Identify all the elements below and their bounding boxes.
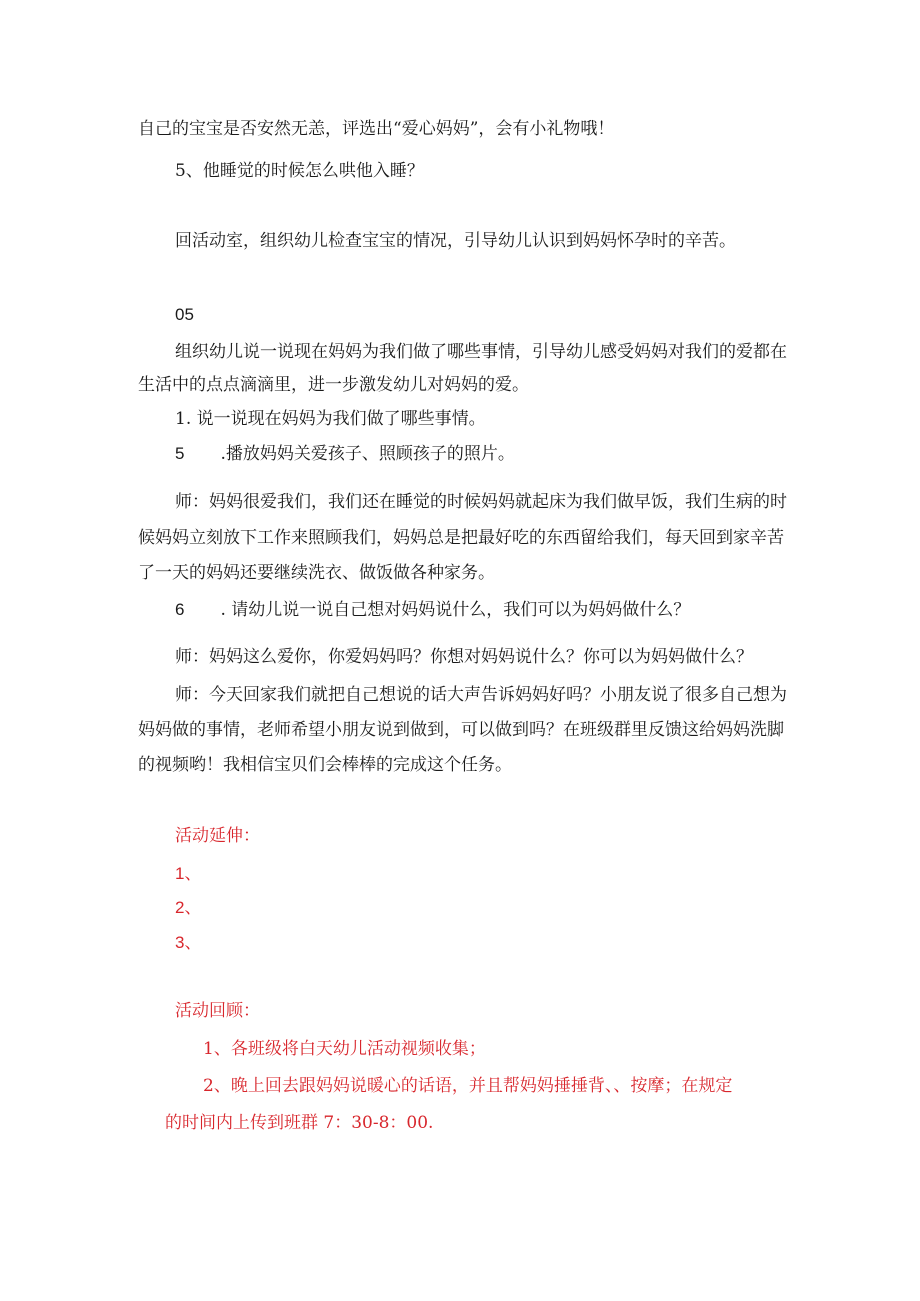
list-number: 5 (175, 444, 185, 463)
teacher-line: 了一天的妈妈还要继续洗衣、做饭做各种家务。 (138, 563, 495, 583)
list-text: .播放妈妈关爱孩子、照顾孩子的照片。 (220, 444, 515, 464)
extension-item: 2、 (175, 898, 202, 917)
list-item-5 (175, 443, 515, 465)
list-text: . 请幼儿说一说自己想对妈妈说什么，我们可以为妈妈做什么？ (220, 600, 691, 620)
teacher-line: 师：今天回家我们就把自己想说的话大声告诉妈妈好吗？小朋友说了很多自己想为 (175, 685, 787, 705)
teacher-line: 的视频哟！我相信宝贝们会棒棒的完成这个任务。 (138, 755, 512, 775)
review-item-2-continued: 的时间内上传到班群 7：30-8：00. (165, 1113, 434, 1133)
paragraph-back-room: 回活动室，组织幼儿检查宝宝的情况，引导幼儿认识到妈妈怀孕时的辛苦。 (175, 231, 736, 251)
extension-item: 3、 (175, 933, 202, 952)
review-title: 活动回顾： (175, 1001, 260, 1021)
list-item-1: 1. 说一说现在妈妈为我们做了哪些事情。 (175, 409, 486, 429)
teacher-line: 师：妈妈这么爱你，你爱妈妈吗？你想对妈妈说什么？你可以为妈妈做什么？ (175, 647, 753, 667)
paragraph-line: 自己的宝宝是否安然无恙，评选出“爱心妈妈”，会有小礼物哦！ (138, 119, 615, 139)
review-item-2: 2、晚上回去跟妈妈说暖心的话语，并且帮妈妈捶捶背、、按摩；在规定 (203, 1076, 733, 1096)
list-number: 6 (175, 600, 185, 619)
teacher-line: 妈妈做的事情，老师希望小朋友说到做到，可以做到吗？在班级群里反馈这给妈妈洗脚 (138, 720, 784, 740)
extension-title: 活动延伸： (175, 826, 260, 846)
list-item-6 (175, 599, 690, 621)
teacher-line: 候妈妈立刻放下工作来照顾我们，妈妈总是把最好吃的东西留给我们，每天回到家辛苦 (138, 528, 784, 548)
paragraph-line: 生活中的点点滴滴里，进一步激发幼儿对妈妈的爱。 (138, 375, 529, 395)
section-number: 05 (175, 305, 194, 324)
extension-item: 1、 (175, 864, 202, 883)
question-5: 5、他睡觉的时候怎么哄他入睡？ (175, 161, 424, 181)
teacher-line: 师：妈妈很爱我们，我们还在睡觉的时候妈妈就起床为我们做早饭，我们生病的时 (175, 492, 787, 512)
paragraph-line: 组织幼儿说一说现在妈妈为我们做了哪些事情，引导幼儿感受妈妈对我们的爱都在 (175, 342, 787, 362)
review-item-1: 1、各班级将白天幼儿活动视频收集； (203, 1039, 486, 1059)
